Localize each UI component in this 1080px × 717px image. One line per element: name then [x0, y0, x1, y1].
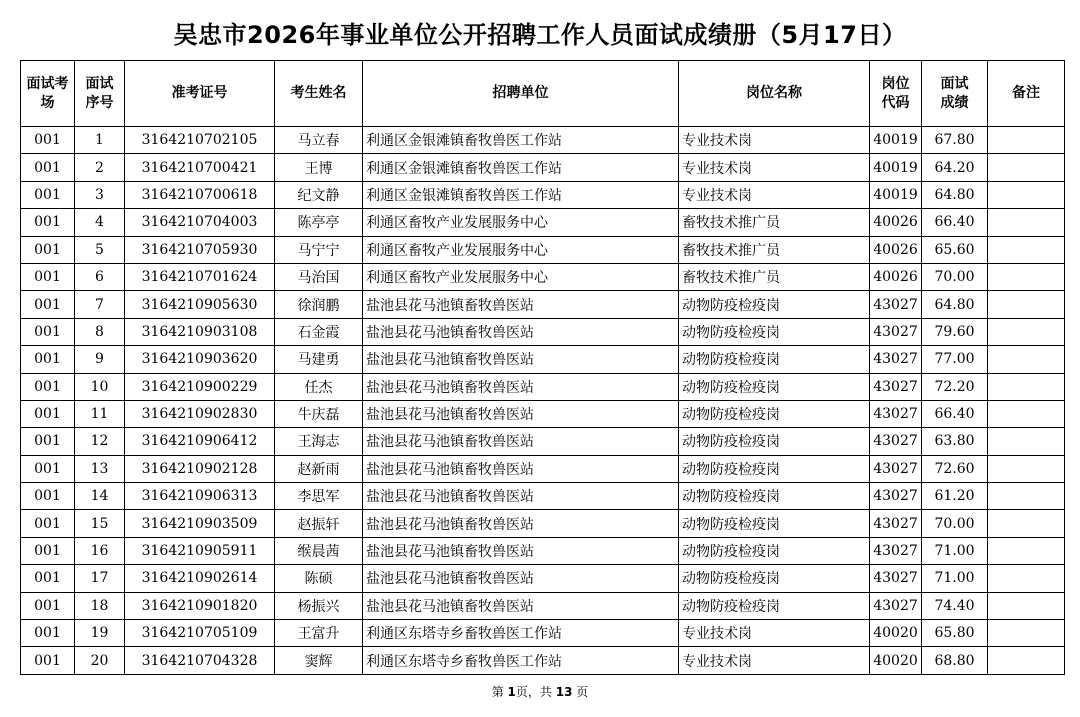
cell-score: 72.60	[922, 455, 988, 482]
cell-remark	[988, 455, 1065, 482]
cell-seq: 10	[75, 373, 125, 400]
cell-post-code: 43027	[870, 373, 922, 400]
table-row	[21, 236, 1065, 263]
cell-post: 专业技术岗	[679, 620, 870, 647]
cell-score: 64.80	[922, 181, 988, 208]
cell-exam-room: 001	[21, 647, 75, 674]
cell-seq: 5	[75, 236, 125, 263]
table-row	[21, 483, 1065, 510]
cell-post: 动物防疫检疫岗	[679, 400, 870, 427]
cell-seq: 8	[75, 318, 125, 345]
cell-post: 畜牧技术推广员	[679, 236, 870, 263]
cell-exam-room: 001	[21, 373, 75, 400]
cell-unit: 利通区东塔寺乡畜牧兽医工作站	[363, 647, 679, 674]
cell-remark	[988, 236, 1065, 263]
cell-unit: 盐池县花马池镇畜牧兽医站	[363, 346, 679, 373]
cell-name: 缑晨茜	[275, 537, 363, 564]
cell-post-code: 40020	[870, 647, 922, 674]
cell-post: 专业技术岗	[679, 647, 870, 674]
cell-score: 70.00	[922, 263, 988, 290]
cell-unit: 盐池县花马池镇畜牧兽医站	[363, 400, 679, 427]
cell-ticket: 3164210905911	[125, 537, 275, 564]
cell-exam-room: 001	[21, 592, 75, 619]
cell-remark	[988, 318, 1065, 345]
cell-ticket: 3164210905630	[125, 291, 275, 318]
cell-remark	[988, 127, 1065, 154]
table-row	[21, 318, 1065, 345]
cell-seq: 18	[75, 592, 125, 619]
cell-ticket: 3164210701624	[125, 263, 275, 290]
page-footer	[0, 684, 1080, 700]
cell-unit: 利通区畜牧产业发展服务中心	[363, 263, 679, 290]
cell-post: 动物防疫检疫岗	[679, 510, 870, 537]
cell-post: 动物防疫检疫岗	[679, 428, 870, 455]
cell-name: 王海志	[275, 428, 363, 455]
table-row	[21, 263, 1065, 290]
cell-seq: 13	[75, 455, 125, 482]
cell-post: 畜牧技术推广员	[679, 263, 870, 290]
cell-post: 专业技术岗	[679, 181, 870, 208]
header-post: 岗位名称	[679, 61, 870, 127]
cell-exam-room: 001	[21, 236, 75, 263]
cell-remark	[988, 565, 1065, 592]
cell-ticket: 3164210704003	[125, 209, 275, 236]
cell-unit: 盐池县花马池镇畜牧兽医站	[363, 537, 679, 564]
header-unit: 招聘单位	[363, 61, 679, 127]
cell-seq: 1	[75, 127, 125, 154]
cell-seq: 15	[75, 510, 125, 537]
cell-name: 陈硕	[275, 565, 363, 592]
cell-post: 动物防疫检疫岗	[679, 318, 870, 345]
cell-post-code: 40026	[870, 236, 922, 263]
cell-unit: 盐池县花马池镇畜牧兽医站	[363, 373, 679, 400]
cell-remark	[988, 620, 1065, 647]
cell-score: 63.80	[922, 428, 988, 455]
cell-seq: 7	[75, 291, 125, 318]
cell-score: 61.20	[922, 483, 988, 510]
cell-post-code: 43027	[870, 428, 922, 455]
cell-exam-room: 001	[21, 181, 75, 208]
cell-post: 动物防疫检疫岗	[679, 373, 870, 400]
cell-seq: 12	[75, 428, 125, 455]
cell-name: 马宁宁	[275, 236, 363, 263]
cell-post: 专业技术岗	[679, 154, 870, 181]
cell-exam-room: 001	[21, 263, 75, 290]
cell-exam-room: 001	[21, 620, 75, 647]
cell-remark	[988, 181, 1065, 208]
cell-post: 动物防疫检疫岗	[679, 537, 870, 564]
cell-score: 72.20	[922, 373, 988, 400]
cell-score: 79.60	[922, 318, 988, 345]
cell-exam-room: 001	[21, 428, 75, 455]
cell-name: 王博	[275, 154, 363, 181]
cell-unit: 盐池县花马池镇畜牧兽医站	[363, 428, 679, 455]
cell-seq: 9	[75, 346, 125, 373]
cell-post-code: 43027	[870, 400, 922, 427]
cell-unit: 盐池县花马池镇畜牧兽医站	[363, 483, 679, 510]
cell-seq: 11	[75, 400, 125, 427]
cell-exam-room: 001	[21, 291, 75, 318]
cell-post-code: 40019	[870, 181, 922, 208]
table-row	[21, 620, 1065, 647]
cell-unit: 利通区东塔寺乡畜牧兽医工作站	[363, 620, 679, 647]
cell-seq: 17	[75, 565, 125, 592]
cell-ticket: 3164210700421	[125, 154, 275, 181]
cell-exam-room: 001	[21, 346, 75, 373]
cell-post: 动物防疫检疫岗	[679, 346, 870, 373]
table-row	[21, 127, 1065, 154]
cell-post-code: 43027	[870, 291, 922, 318]
cell-score: 71.00	[922, 537, 988, 564]
cell-name: 石金霞	[275, 318, 363, 345]
cell-unit: 利通区畜牧产业发展服务中心	[363, 209, 679, 236]
cell-unit: 盐池县花马池镇畜牧兽医站	[363, 565, 679, 592]
cell-ticket: 3164210906313	[125, 483, 275, 510]
cell-score: 67.80	[922, 127, 988, 154]
cell-name: 王富升	[275, 620, 363, 647]
cell-post: 畜牧技术推广员	[679, 209, 870, 236]
cell-seq: 14	[75, 483, 125, 510]
cell-seq: 3	[75, 181, 125, 208]
cell-exam-room: 001	[21, 565, 75, 592]
cell-ticket: 3164210700618	[125, 181, 275, 208]
cell-unit: 利通区金银滩镇畜牧兽医工作站	[363, 127, 679, 154]
table-row	[21, 455, 1065, 482]
cell-post: 动物防疫检疫岗	[679, 455, 870, 482]
cell-name: 纪文静	[275, 181, 363, 208]
cell-name: 马立春	[275, 127, 363, 154]
cell-post-code: 43027	[870, 455, 922, 482]
cell-name: 牛庆磊	[275, 400, 363, 427]
cell-post-code: 40026	[870, 263, 922, 290]
cell-post-code: 40026	[870, 209, 922, 236]
table-row	[21, 428, 1065, 455]
cell-remark	[988, 291, 1065, 318]
cell-score: 70.00	[922, 510, 988, 537]
footer-prefix: 第	[491, 685, 504, 699]
cell-post-code: 43027	[870, 318, 922, 345]
document-title: 吴忠市2026年事业单位公开招聘工作人员面试成绩册（5月17日）	[173, 21, 907, 49]
cell-ticket: 3164210903620	[125, 346, 275, 373]
cell-post: 动物防疫检疫岗	[679, 592, 870, 619]
table-row	[21, 346, 1065, 373]
cell-remark	[988, 209, 1065, 236]
cell-unit: 盐池县花马池镇畜牧兽医站	[363, 291, 679, 318]
cell-exam-room: 001	[21, 318, 75, 345]
footer-middle: 页，共	[515, 685, 552, 699]
cell-remark	[988, 483, 1065, 510]
cell-unit: 盐池县花马池镇畜牧兽医站	[363, 510, 679, 537]
cell-seq: 6	[75, 263, 125, 290]
cell-exam-room: 001	[21, 154, 75, 181]
header-post-code: 岗位代码	[870, 61, 922, 127]
cell-exam-room: 001	[21, 127, 75, 154]
cell-score: 68.80	[922, 647, 988, 674]
table-row	[21, 181, 1065, 208]
cell-seq: 20	[75, 647, 125, 674]
cell-ticket: 3164210704328	[125, 647, 275, 674]
table-row	[21, 537, 1065, 564]
cell-score: 66.40	[922, 400, 988, 427]
table-row	[21, 592, 1065, 619]
cell-post: 动物防疫检疫岗	[679, 483, 870, 510]
cell-unit: 盐池县花马池镇畜牧兽医站	[363, 318, 679, 345]
header-ticket: 准考证号	[125, 61, 275, 127]
cell-ticket: 3164210902614	[125, 565, 275, 592]
cell-name: 马治国	[275, 263, 363, 290]
header-exam-room: 面试考场	[21, 61, 75, 127]
cell-name: 赵振轩	[275, 510, 363, 537]
cell-score: 74.40	[922, 592, 988, 619]
cell-post-code: 43027	[870, 346, 922, 373]
cell-unit: 利通区畜牧产业发展服务中心	[363, 236, 679, 263]
cell-post-code: 43027	[870, 510, 922, 537]
cell-post: 专业技术岗	[679, 127, 870, 154]
table-body	[21, 127, 1065, 675]
cell-score: 65.80	[922, 620, 988, 647]
cell-remark	[988, 346, 1065, 373]
header-name: 考生姓名	[275, 61, 363, 127]
cell-ticket: 3164210900229	[125, 373, 275, 400]
cell-post-code: 43027	[870, 565, 922, 592]
cell-post-code: 40019	[870, 127, 922, 154]
cell-exam-room: 001	[21, 483, 75, 510]
cell-remark	[988, 647, 1065, 674]
cell-score: 65.60	[922, 236, 988, 263]
table-row	[21, 209, 1065, 236]
cell-score: 66.40	[922, 209, 988, 236]
footer-total-pages: 13	[555, 685, 573, 699]
cell-name: 徐润鹏	[275, 291, 363, 318]
cell-name: 杨振兴	[275, 592, 363, 619]
cell-seq: 16	[75, 537, 125, 564]
cell-unit: 盐池县花马池镇畜牧兽医站	[363, 455, 679, 482]
cell-remark	[988, 400, 1065, 427]
table-row	[21, 510, 1065, 537]
cell-post: 动物防疫检疫岗	[679, 291, 870, 318]
cell-seq: 4	[75, 209, 125, 236]
cell-remark	[988, 537, 1065, 564]
table-header-row	[21, 61, 1065, 127]
cell-ticket: 3164210903108	[125, 318, 275, 345]
cell-remark	[988, 154, 1065, 181]
header-remark: 备注	[988, 61, 1065, 127]
cell-exam-room: 001	[21, 510, 75, 537]
header-score: 面试成绩	[922, 61, 988, 127]
cell-ticket: 3164210903509	[125, 510, 275, 537]
cell-seq: 2	[75, 154, 125, 181]
cell-ticket: 3164210902830	[125, 400, 275, 427]
cell-remark	[988, 510, 1065, 537]
cell-name: 任杰	[275, 373, 363, 400]
table-row	[21, 373, 1065, 400]
cell-name: 马建勇	[275, 346, 363, 373]
cell-name: 李思军	[275, 483, 363, 510]
cell-remark	[988, 373, 1065, 400]
table-row	[21, 154, 1065, 181]
table-row	[21, 647, 1065, 674]
cell-score: 77.00	[922, 346, 988, 373]
cell-remark	[988, 263, 1065, 290]
cell-post-code: 43027	[870, 592, 922, 619]
cell-ticket: 3164210902128	[125, 455, 275, 482]
cell-score: 64.20	[922, 154, 988, 181]
cell-seq: 19	[75, 620, 125, 647]
cell-remark	[988, 592, 1065, 619]
cell-remark	[988, 428, 1065, 455]
cell-exam-room: 001	[21, 209, 75, 236]
cell-name: 赵新雨	[275, 455, 363, 482]
cell-ticket: 3164210705930	[125, 236, 275, 263]
cell-post-code: 40020	[870, 620, 922, 647]
cell-post: 动物防疫检疫岗	[679, 565, 870, 592]
cell-score: 64.80	[922, 291, 988, 318]
cell-ticket: 3164210906412	[125, 428, 275, 455]
cell-post-code: 43027	[870, 537, 922, 564]
table-row	[21, 291, 1065, 318]
cell-name: 窦辉	[275, 647, 363, 674]
cell-exam-room: 001	[21, 400, 75, 427]
cell-post-code: 43027	[870, 483, 922, 510]
cell-exam-room: 001	[21, 537, 75, 564]
cell-score: 71.00	[922, 565, 988, 592]
score-table	[20, 60, 1065, 675]
table-row	[21, 400, 1065, 427]
cell-ticket: 3164210702105	[125, 127, 275, 154]
cell-unit: 盐池县花马池镇畜牧兽医站	[363, 592, 679, 619]
cell-post-code: 40019	[870, 154, 922, 181]
cell-exam-room: 001	[21, 455, 75, 482]
cell-ticket: 3164210705109	[125, 620, 275, 647]
table-row	[21, 565, 1065, 592]
cell-name: 陈亭亭	[275, 209, 363, 236]
cell-ticket: 3164210901820	[125, 592, 275, 619]
footer-suffix: 页	[576, 685, 589, 699]
header-seq: 面试序号	[75, 61, 125, 127]
cell-unit: 利通区金银滩镇畜牧兽医工作站	[363, 181, 679, 208]
footer-page-number: 1	[507, 685, 516, 699]
cell-unit: 利通区金银滩镇畜牧兽医工作站	[363, 154, 679, 181]
